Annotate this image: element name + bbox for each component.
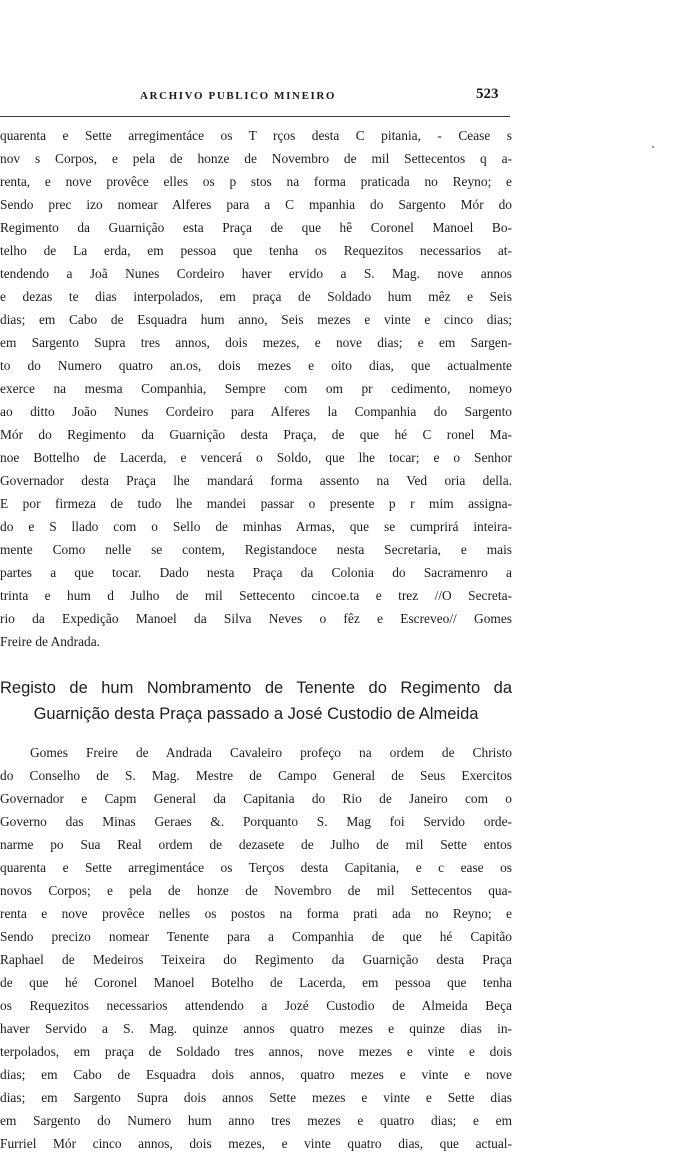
text-line: E por firmeza de tudo lhe mandei passar o presente p r mim assigna-: [0, 496, 512, 511]
text-line: quarenta e Sette arregimentáce os T rços desta C pitania, - Cease s: [0, 128, 512, 143]
text-line: em Sargento Supra tres annos, dois mezes, e nove dias; e em Sargen-: [0, 335, 512, 350]
text-line: Governador desta Praça lhe mandará forma assento na Ved oria della.: [0, 473, 512, 488]
text-line: Governador e Capm General da Capitania do Rio de Janeiro com o: [0, 791, 512, 806]
text-line: dias; em Sargento Supra dois annos Sette mezes e vinte e Sette dias: [0, 1090, 512, 1105]
text-line: tendendo a Joã Nunes Cordeiro haver ervido a S. Mag. nove annos: [0, 266, 512, 281]
text-line: Sendo prec izo nomear Alferes para a C mpanhia do Sargento Mór do: [0, 197, 512, 212]
text-line: do Conselho de S. Mag. Mestre de Campo General de Seus Exercitos: [0, 768, 512, 783]
section-heading-line-2: Guarnição desta Praça passado a José Custodio de Almeida: [33, 705, 479, 723]
text-line: do e S llado com o Sello de minhas Armas, que se cumprirá inteira-: [0, 519, 512, 534]
text-line: novos Corpos; e pela de honze de Novembro de mil Settecentos qua-: [0, 883, 512, 898]
margin-speck: [652, 146, 654, 148]
text-line: rio da Expedição Manoel da Silva Neves o fêz e Escreveo// Gomes: [0, 611, 512, 626]
text-line: narme po Sua Real ordem de dezasete de Julho de mil Sette entos: [0, 837, 512, 852]
running-title: ARCHIVO PUBLICO MINEIRO: [140, 90, 337, 102]
text-line: nov s Corpos, e pela de honze de Novembro de mil Settecentos q a-: [0, 151, 512, 166]
text-line: renta, e nove provêce elles os p stos na forma praticada no Reyno; e: [0, 174, 512, 189]
text-line: mente Como nelle se contem, Registandoce nesta Secretaria, e mais: [0, 542, 512, 557]
text-line: ao ditto João Nunes Cordeiro para Alferes la Companhia do Sargento: [0, 404, 512, 419]
text-line: renta e nove provêce nelles os postos na forma prati ada no Reyno; e: [0, 906, 512, 921]
text-line: dias; em Cabo de Esquadra hum anno, Seis mezes e vinte e cinco dias;: [0, 312, 512, 327]
text-line: Raphael de Medeiros Teixeira do Regimento da Guarnição desta Praça: [0, 952, 512, 967]
text-line: terpolados, em praça de Soldado tres annos, nove mezes e vinte e dois: [0, 1044, 512, 1059]
text-line: haver Servido a S. Mag. quinze annos quatro mezes e quinze dias in-: [0, 1021, 512, 1036]
page-number: 523: [476, 86, 499, 102]
text-line: os Requezitos necessarios attendendo a Jozé Custodio de Almeida Beça: [0, 998, 512, 1013]
text-line: e dezas te dias interpolados, em praça de Soldado hum mêz e Seis: [0, 289, 512, 304]
text-line: quarenta e Sette arregimentáce os Terços desta Capitania, e c ease os: [0, 860, 512, 875]
text-line: dias; em Cabo de Esquadra dois annos, quatro mezes e vinte e nove: [0, 1067, 512, 1082]
text-line: trinta e hum d Julho de mil Settecento cincoe.ta e trez //O Secreta-: [0, 588, 512, 603]
header-rule: [0, 116, 510, 117]
text-line: de que hé Coronel Manoel Botelho de Lacerda, em pessoa que tenha: [0, 975, 512, 990]
section-heading-line-1: Registo de hum Nombramento de Tenente do Regimento da: [0, 679, 512, 697]
text-line: Furriel Mór cinco annos, dois mezes, e vinte quatro dias, que actual-: [0, 1136, 512, 1151]
text-line: Governo das Minas Geraes &. Porquanto S. Mag foi Servido orde-: [0, 814, 512, 829]
text-line: Sendo precizo nomear Tenente para a Companhia de que hé Capitão: [0, 929, 512, 944]
text-line: em Sargento do Numero hum anno tres mezes e quatro dias; e em: [0, 1113, 512, 1128]
running-head: [0, 86, 520, 108]
text-line: noe Bottelho de Lacerda, e vencerá o Soldo, que lhe tocar; e o Senhor: [0, 450, 512, 465]
text-line: Freire de Andrada.: [0, 634, 101, 649]
text-line: Gomes Freire de Andrada Cavaleiro profeço na ordem de Christo: [30, 745, 512, 760]
text-line: exerce na mesma Companhia, Sempre com om pr cedimento, nomeyo: [0, 381, 512, 396]
text-line: Mór do Regimento da Guarnição desta Praça, de que hé C ronel Ma-: [0, 427, 512, 442]
text-line: to do Numero quatro an.os, dois mezes e oito dias, que actualmente: [0, 358, 512, 373]
text-line: telho de La erda, em pessoa que tenha os Requezitos necessarios at-: [0, 243, 512, 258]
text-line: Regimento da Guarnição esta Praça de que hê Coronel Manoel Bo-: [0, 220, 512, 235]
text-line: partes a que tocar. Dado nesta Praça da Colonia do Sacramenro a: [0, 565, 512, 580]
